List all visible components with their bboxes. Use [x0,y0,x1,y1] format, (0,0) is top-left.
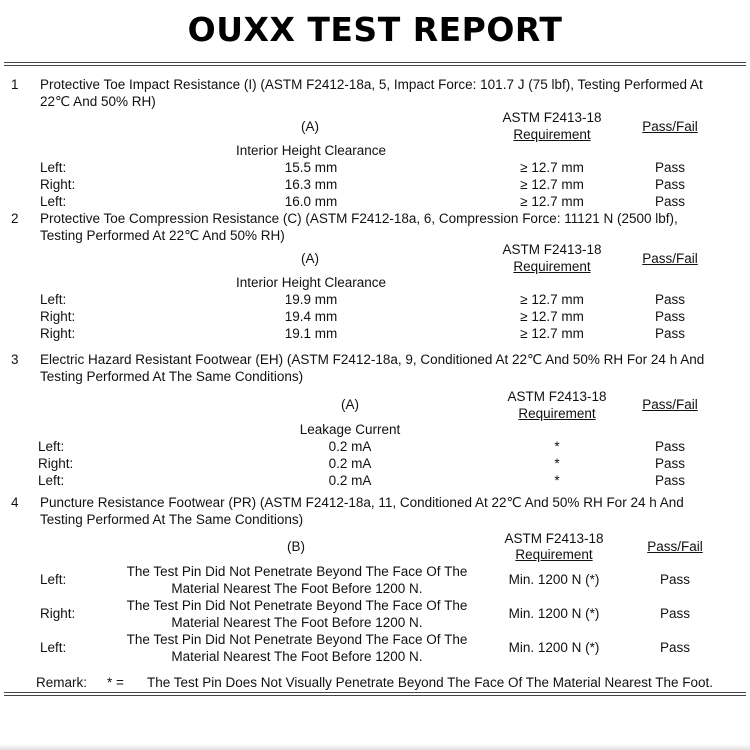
measured-value: 19.9 mm [284,292,338,307]
column-label: (A) [301,119,319,134]
measure-label: Interior Height Clearance [235,275,387,290]
side-label: Left: [40,640,67,655]
section-number: 3 [11,352,19,367]
measured-value: 16.0 mm [284,194,338,209]
passfail-header: Pass/Fail [642,119,698,134]
section-heading: Puncture Resistance Footwear (PR) (ASTM F2412-18a, 11, Conditioned At 22℃ And 50% RH For 24 h And [40,495,684,510]
measured-value: 0.2 mA [328,473,372,488]
measured-value-line1: The Test Pin Did Not Penetrate Beyond The Face Of The [126,632,468,647]
remark-text: The Test Pin Does Not Visually Penetrate Beyond The Face Of The Material Nearest The Foot. [147,675,714,690]
column-label: (A) [341,397,359,412]
requirement-header: ASTM F2413-18 [502,242,602,257]
requirement-value: Min. 1200 N (*) [508,572,600,587]
bottom-divider [4,692,746,696]
measure-label: Leakage Current [299,422,401,437]
section-heading: Electric Hazard Resistant Footwear (EH) (ASTM F2412-18a, 9, Conditioned At 22℃ And 50% RH For 24 h And [40,352,705,367]
passfail-header: Pass/Fail [642,397,698,412]
measured-value: 0.2 mA [328,439,372,454]
section-heading-cont: Testing Performed At The Same Conditions) [40,369,304,384]
column-label: (B) [287,539,305,554]
section-heading-cont: 22℃ And 50% RH) [40,94,156,109]
requirement-value: ≥ 12.7 mm [520,160,584,175]
side-label: Right: [40,309,76,324]
section-number: 2 [11,211,19,226]
requirement-header: ASTM F2413-18 [507,389,607,404]
measured-value: 19.1 mm [284,326,338,341]
page-shadow [0,744,750,750]
section-number: 1 [11,77,19,92]
remark-symbol: * = [107,675,124,690]
result-value: Pass [654,177,685,192]
result-value: Pass [654,194,685,209]
measured-value-line1: The Test Pin Did Not Penetrate Beyond The Face Of The [126,564,468,579]
top-divider [4,62,746,66]
measured-value-line2: Material Nearest The Foot Before 1200 N. [171,581,423,596]
requirement-header-sub: Requirement [518,406,596,421]
requirement-value: Min. 1200 N (*) [508,606,600,621]
requirement-value: ≥ 12.7 mm [520,292,584,307]
result-value: Pass [654,473,685,488]
requirement-header-sub: Requirement [513,259,591,274]
requirement-header: ASTM F2413-18 [502,110,602,125]
requirement-value: * [554,473,560,488]
section-heading-cont: Testing Performed At 22℃ And 50% RH) [40,228,285,243]
measured-value: 0.2 mA [328,456,372,471]
measured-value: 15.5 mm [284,160,338,175]
passfail-header: Pass/Fail [647,539,703,554]
remark-label: Remark: [36,675,88,690]
result-value: Pass [654,326,685,341]
section-heading-cont: Testing Performed At The Same Conditions) [40,512,304,527]
side-label: Right: [40,326,76,341]
side-label: Left: [38,439,65,454]
result-value: Pass [659,572,690,587]
requirement-header-sub: Requirement [513,127,591,142]
result-value: Pass [654,292,685,307]
measure-label: Interior Height Clearance [235,143,387,158]
measured-value-line2: Material Nearest The Foot Before 1200 N. [171,649,423,664]
side-label: Left: [38,473,65,488]
measured-value: 19.4 mm [284,309,338,324]
result-value: Pass [654,160,685,175]
measured-value-line2: Material Nearest The Foot Before 1200 N. [171,615,423,630]
side-label: Right: [40,177,76,192]
result-value: Pass [654,439,685,454]
section-heading: Protective Toe Compression Resistance (C) (ASTM F2412-18a, 6, Compression Force: 11121 N (2500 lbf), [40,211,678,226]
measured-value: 16.3 mm [284,177,338,192]
requirement-value: ≥ 12.7 mm [520,326,584,341]
section-number: 4 [11,495,19,510]
report-title: OUXX TEST REPORT [187,10,563,49]
measured-value-line1: The Test Pin Did Not Penetrate Beyond The Face Of The [126,598,468,613]
requirement-value: ≥ 12.7 mm [520,177,584,192]
side-label: Left: [40,572,67,587]
column-label: (A) [301,251,319,266]
result-value: Pass [654,309,685,324]
side-label: Left: [40,160,67,175]
side-label: Left: [40,194,67,209]
side-label: Left: [40,292,67,307]
requirement-header-sub: Requirement [515,547,593,562]
side-label: Right: [38,456,74,471]
result-value: Pass [654,456,685,471]
requirement-header: ASTM F2413-18 [504,531,604,546]
requirement-value: * [554,439,560,454]
requirement-value: * [554,456,560,471]
result-value: Pass [659,640,690,655]
result-value: Pass [659,606,690,621]
section-heading: Protective Toe Impact Resistance (I) (ASTM F2412-18a, 5, Impact Force: 101.7 J (75 lbf), Testing Performed At [40,77,703,92]
side-label: Right: [40,606,76,621]
passfail-header: Pass/Fail [642,251,698,266]
requirement-value: ≥ 12.7 mm [520,309,584,324]
requirement-value: ≥ 12.7 mm [520,194,584,209]
requirement-value: Min. 1200 N (*) [508,640,600,655]
